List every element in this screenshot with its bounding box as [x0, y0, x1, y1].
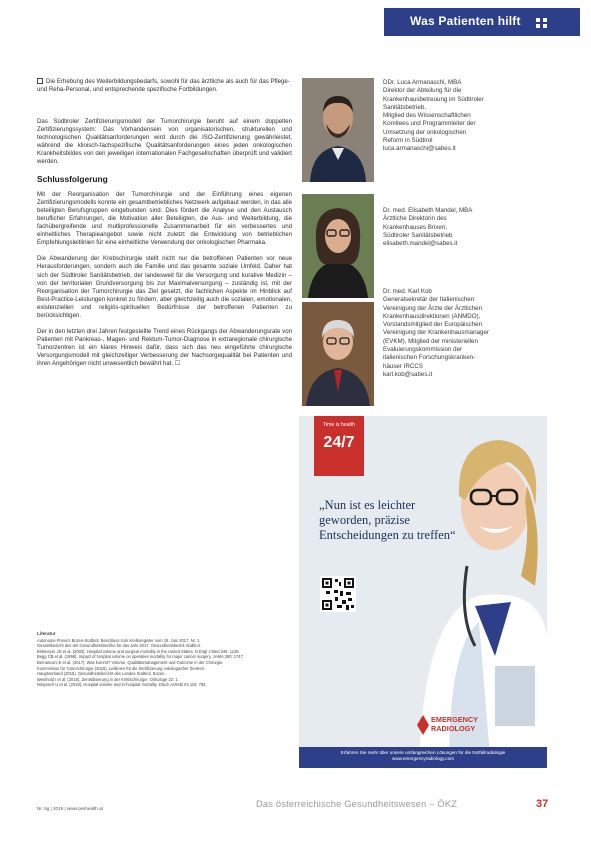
- author-line: Krankenhausbetreuung im Südtiroler: [383, 95, 484, 103]
- article-paragraph: Das Südtiroler Zertifizierungsmodell der Tumorchirurgie beruht auf einem doppelten Zertifizierungssystem: Das Vorhandensein von organisatorischen, strukturellen und technologischen Qualitätsanforderungen wird durch die ISO-Zertifizierung gewährleistet, während die klinisch-fachspezifische Qualitätsanforderungen eines jeden onkologischen Krankheitsbildes von den jeweiligen internationalen Fachgesellschaften überprüft und validiert werden.: [37, 118, 292, 166]
- author-line: Mitglied des Wissenschaftlichen: [383, 112, 471, 120]
- reference-item: Weinhold I et al. (2016). Zentralisierung in der Krebschirurgie. Onkologe 22: 1.: [37, 676, 179, 682]
- emergency-radiology-ad[interactable]: [299, 416, 547, 768]
- author-line: italienischen Forschungskranken-: [383, 354, 476, 362]
- article-heading: Schlussfolgerung: [37, 173, 108, 184]
- author-photo-mandel: [302, 194, 374, 298]
- author-name: Dr. med. Elisabeth Mandel, MBA: [383, 207, 473, 214]
- author-line: häuser IRCCS: [383, 362, 423, 370]
- footer-issue-info: Nr. 5g | 2019 | www.oeshealth.at: [37, 806, 103, 811]
- ad-footer-bar: [299, 747, 547, 768]
- logo-line1: EMERGENCY: [431, 715, 479, 724]
- badge-big-text: 24/7: [323, 434, 355, 451]
- article-paragraph: Der in den letzten drei Jahren festgestellte Trend eines Rückgangs der Abwanderungsrate von Patienten mit Pankreas-, Magen- und Rektum-Tumor-Diagnose in extraregionale chirurgische Tumorzentren ist ein klares Hinweis dafür, dass sich das neu eingeführte chirurgische Versorgungsmodell mit gleichzeitiger Verbesserung der Nachsorgequalität bei Patienten und ihren Angehörigen nicht unwesentlich bewährt hat. ☐: [37, 328, 292, 368]
- author-line: Sanitätsbetrieb,: [383, 103, 426, 111]
- author-email[interactable]: karl.kob@sabes.it: [383, 370, 433, 378]
- author-bio-mandel: [383, 207, 573, 248]
- author-line: Südtiroler Sanitätsbetrieb: [383, 231, 453, 239]
- author-line: Reform in Südtirol: [383, 137, 433, 145]
- bullet-text: Die Erhebung des Weiterbildungsbedarfs, sowohl für das ärztliche als auch für das Pflege- und Reha-Personal, und entsprechende spezifische Fortbildungen.: [37, 78, 290, 94]
- section-title: Was Patienten hilft: [410, 14, 521, 28]
- author-line: Vereinigung der Krankenhausmanager: [383, 329, 489, 337]
- article-column: [37, 118, 292, 377]
- author-line: Krankenhauses Brixen,: [383, 223, 447, 231]
- ad-footer-link[interactable]: www.emergencyradiology.com: [392, 756, 454, 761]
- author-photo-kob: [302, 302, 374, 406]
- emergency-radiology-logo-icon: [417, 714, 493, 738]
- author-line: Umsetzung der onkologischen: [383, 128, 467, 136]
- author-line: Komitees und Programmleiter der: [383, 120, 476, 128]
- footer-journal-title: Das österreichische Gesundheitswesen – ÖKZ: [256, 799, 458, 809]
- bullet-item: [37, 78, 292, 94]
- author-email[interactable]: elisabeth.mandel@sabes.it: [383, 240, 458, 248]
- references-list: [37, 631, 292, 688]
- author-name: Dr. med. Karl Kob: [383, 288, 432, 295]
- page-number: 37: [536, 798, 549, 810]
- author-line: Direktor der Abteilung für die: [383, 87, 462, 95]
- ad-footer-line1: Erfahren Sie mehr über unsere umfangreichen Lösungen für die Notfallradiologie: [340, 750, 506, 755]
- author-bio-armanaschi: [383, 79, 573, 154]
- reference-item: Bernasconi E et al. (2017). Was kommt? Volume, Qualitätsmanagement und Outcome in der Chirurgie.: [37, 659, 224, 665]
- author-line: Krankenhausdirektionen (ANMDO),: [383, 312, 481, 320]
- reference-item: Nimptsch U et al. (2018). Hospital volume and in-hospital mortality. Dtsch Arztebl Int 115: 793.: [37, 682, 207, 688]
- author-line: Evaluierungskommission der: [383, 346, 463, 354]
- author-line: Generalsekretär der Italienischen: [383, 296, 475, 304]
- article-paragraph: Mit der Reorganisation der Tumorchirurgie und der Einführung eines eigenen Zertifizierungsmodells konnte ein gesamtbetriebliches Netzwerk aufgebaut werden, in das alle beteiligten Berufsgruppen eingebunden sind. Dies fördert die Analyse und den Austausch beruflicher Erfahrungen, die Motivation aller Beteiligten, die Aus- und Weiterbildung, die fachübergreifende und multiprofessionelle Zusammenarbeit für ein verbessertes und einheitliches Therapieangebot sowie nicht zuletzt die Entwicklung von betrieblichen Empfehlungsleitlinien für eine einheitliche Verwendung der onkologischen Pharmaka.: [37, 190, 292, 247]
- author-line: Vorstandsmitglied der Europäischen: [383, 321, 483, 329]
- author-photo-armanaschi: [302, 78, 374, 182]
- ad-quote: „Nun ist es leichter geworden, präzise Entscheidungen zu treffen“: [319, 498, 456, 542]
- author-line: Vereinigung der Ärzte der Ärztlichen: [383, 304, 483, 312]
- badge-small-text: Time is health: [322, 422, 356, 428]
- author-line: Ärztliche Direktorin des: [383, 215, 447, 223]
- author-bio-kob: [383, 288, 573, 379]
- reference-item: Hauptverband (2018). Gesundheitsbericht des Landes Südtirol, Bozen.: [37, 671, 166, 677]
- references-title: Literatur: [37, 631, 56, 636]
- logo-line2: RADIOLOGY: [431, 724, 476, 733]
- qr-code-icon[interactable]: [320, 576, 356, 612]
- time-is-health-badge: [314, 416, 364, 476]
- article-paragraph: Die Abwanderung der Krebschirurgie stellt nicht nur die betroffenen Patienten vor neue Herausforderungen, sondern auch die Familie und das gesamte soziale Umfeld. Daher hat sich der Südtiroler Sanitätsbetrieb, der landesweit für die Versorgung und kurative Medizin – von der territorialen Grundversorgung bis zur Maximalversorgung – zuständig ist, mit der Reorganisation der Tumorchirurgie das Ziel gesetzt, die fachlichen Aspekte im Hinblick auf Best-Practice-Leistungen konkret zu fördern, aber gleichzeitig auch die sozialen, emotionalen, existenziellen und religiös-spirituellen Bedürfnisse der betroffenen Patienten zu berücksichtigen.: [37, 255, 292, 319]
- author-line: (EVKM), Mitglied der ministeriellen: [383, 337, 478, 345]
- reference-item: Autonome Provinz Bozen-Südtirol. Beschluss zum Krebsregister vom 19. Juni 2017, Nr. 1.: [37, 637, 201, 643]
- reference-item: Kommission für Tumorchirurgie (2016). Leitlinien für die Zertifizierung onkologischer Zentren.: [37, 665, 206, 671]
- bullet-marker: [37, 78, 43, 84]
- author-email[interactable]: luca.armanaschi@sabes.it: [383, 145, 456, 153]
- reference-item: Gesamtbericht des der Gesundheitsbezirks für das Jahr 2017, Gesundheitsbezirk Südtirol.: [37, 643, 201, 649]
- author-name: DDr. Luca Armanaschi, MBA: [383, 79, 462, 86]
- reference-item: Begg CB et al. (1998). Impact of hospital volume on operative mortality for major cancer surgery. JAMA 280: 1747.: [37, 654, 244, 660]
- grid-dots-icon: [536, 18, 548, 28]
- reference-item: Birkmeyer JD et al. (2003). Hospital volume and surgical mortality in the United States. N Engl J Med 346: 1128.: [37, 648, 240, 654]
